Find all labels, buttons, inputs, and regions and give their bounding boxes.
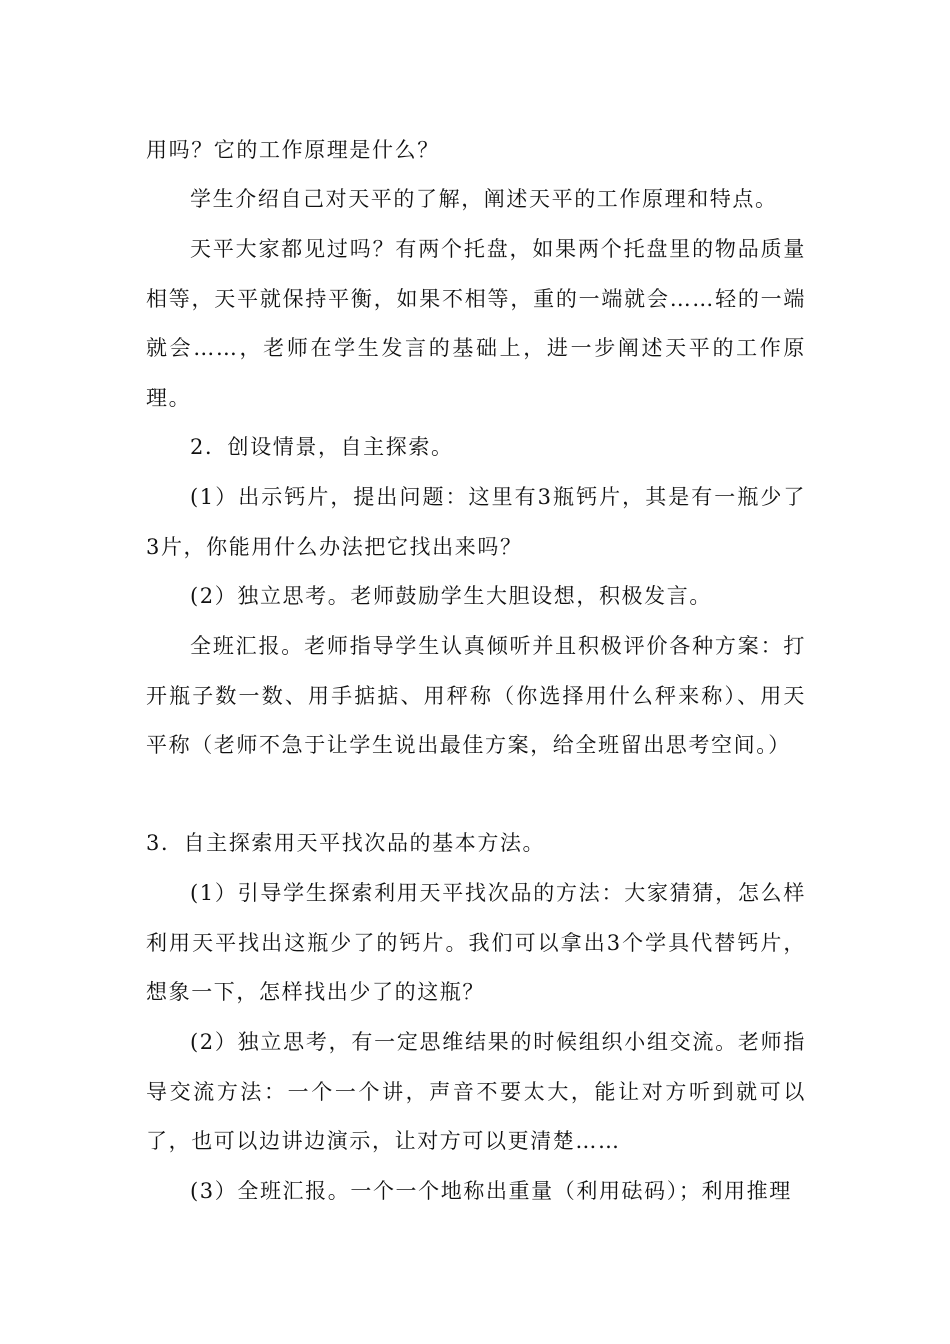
section-heading-2: 2．创设情景，自主探索。 [190,435,454,459]
paragraph-group-discussion: (2）独立思考，有一定思维结果的时候组织小组交流。老师指导交流方法：一个一个讲，声音不要太大，能让对方听到就可以了，也可以边讲边演示，让对方可以更清楚…… [146,1030,806,1153]
paragraph-class-report-3: (3）全班汇报。一个一个地称出重量（利用砝码）；利用推理 [190,1179,792,1203]
paragraph-balance-explanation: 天平大家都见过吗？有两个托盘，如果两个托盘里的物品质量相等，天平就保持平衡，如果不相等，重的一端就会……轻的一端就会……，老师在学生发言的基础上，进一步阐述天平的工作原理。 [146,237,806,410]
section-heading-3: 3．自主探索用天平找次品的基本方法。 [146,831,546,855]
paragraph-continuation: 用吗？它的工作原理是什么？ [146,138,440,162]
paragraph-step-1: (1）出示钙片，提出问题：这里有3瓶钙片，其是有一瓶少了3片，你能用什么办法把它找出来吗？ [146,485,806,559]
paragraph-guide-explore: (1）引导学生探索利用天平找次品的方法：大家猜猜，怎么样利用天平找出这瓶少了的钙片。我们可以拿出3个学具代替钙片，想象一下，怎样找出少了的这瓶？ [146,881,806,1004]
paragraph-step-2: (2）独立思考。老师鼓励学生大胆设想，积极发言。 [190,584,712,608]
paragraph-class-report: 全班汇报。老师指导学生认真倾听并且积极评价各种方案：打开瓶子数一数、用手掂掂、用秤称（你选择用什么秤来称）、用天平称（老师不急于让学生说出最佳方案，给全班留出思考空间。） [146,634,806,757]
paragraph-student-intro: 学生介绍自己对天平的了解，阐述天平的工作原理和特点。 [190,187,778,211]
